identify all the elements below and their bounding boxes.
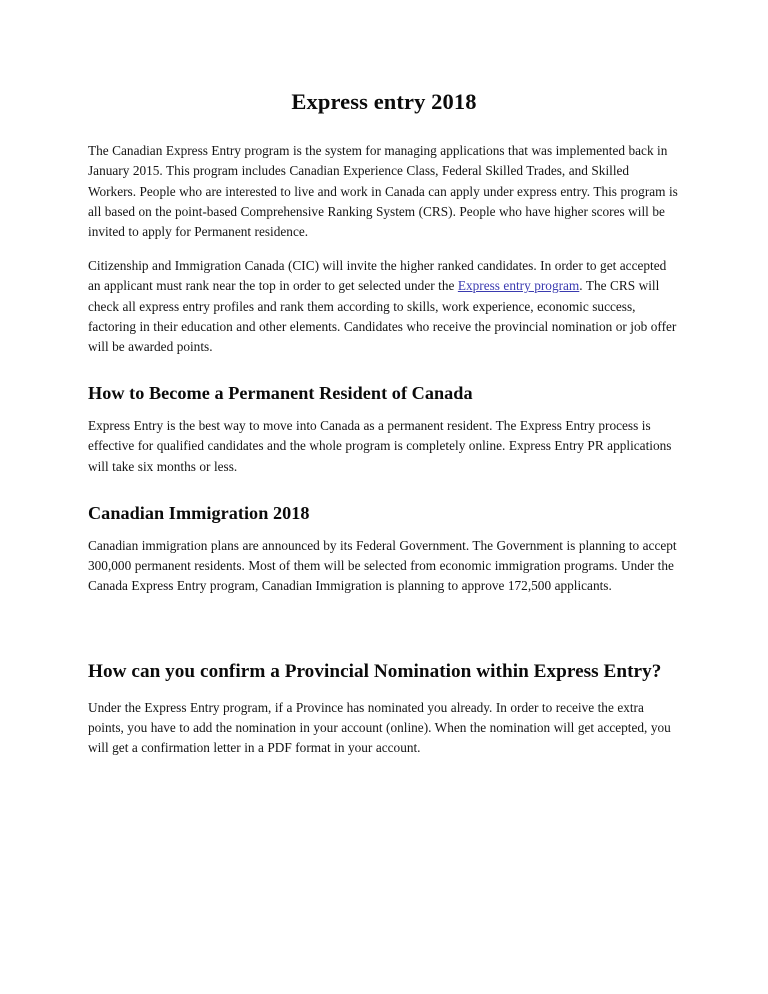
paragraph-provincial-nomination: Under the Express Entry program, if a Province has nominated you already. In order to receive the extra points, you have to add the nomination in your account (online). When the nomination will get accepted, you will get a confirmation letter in a PDF format in your account. bbox=[88, 699, 671, 756]
heading-canadian-immigration: Canadian Immigration 2018 bbox=[88, 502, 310, 523]
paragraph-intro: The Canadian Express Entry program is the system for managing applications that was implemented back in January 2015. This program includes Canadian Experience Class, Federal Skilled Trades, and Skilled Workers. People who are interested to live and work in Canada can apply under express entry. This program is all based on the point-based Comprehensive Ranking System (CRS). People who have higher scores will be invited to apply for Permanent residence. bbox=[88, 143, 678, 239]
page-title: Express entry 2018 bbox=[291, 89, 477, 114]
express-entry-program-link[interactable]: Express entry program bbox=[457, 278, 580, 294]
heading-provincial-nomination: How can you confirm a Provincial Nomination within Express Entry? bbox=[88, 661, 662, 683]
paragraph-cic-text-before: Citizenship and Immigration Canada (CIC) will invite the higher ranked candidates. In order to get accepted an applicant must rank near the top in order to get selected under the bbox=[88, 258, 667, 294]
paragraph-permanent-resident: Express Entry is the best way to move into Canada as a permanent resident. The Express Entry process is effective for qualified candidates and the whole program is completely online. Express Entry PR applications will take six months or less. bbox=[88, 418, 672, 474]
paragraph-cic bbox=[88, 256, 680, 357]
heading-permanent-resident: How to Become a Permanent Resident of Canada bbox=[88, 383, 473, 404]
paragraph-canadian-immigration: Canadian immigration plans are announced by its Federal Government. The Government is planning to accept 300,000 permanent residents. Most of them will be selected from economic immigration programs. Under the Canada Express Entry program, Canadian Immigration is planning to approve 172,500 applicants. bbox=[88, 537, 677, 594]
paragraph-cic-text-after: . The CRS will check all express entry profiles and rank them according to skills, work experience, economic success, factoring in their education and other elements. Candidates who receive the provincial nomination or job offer will be awarded points. bbox=[88, 278, 677, 354]
